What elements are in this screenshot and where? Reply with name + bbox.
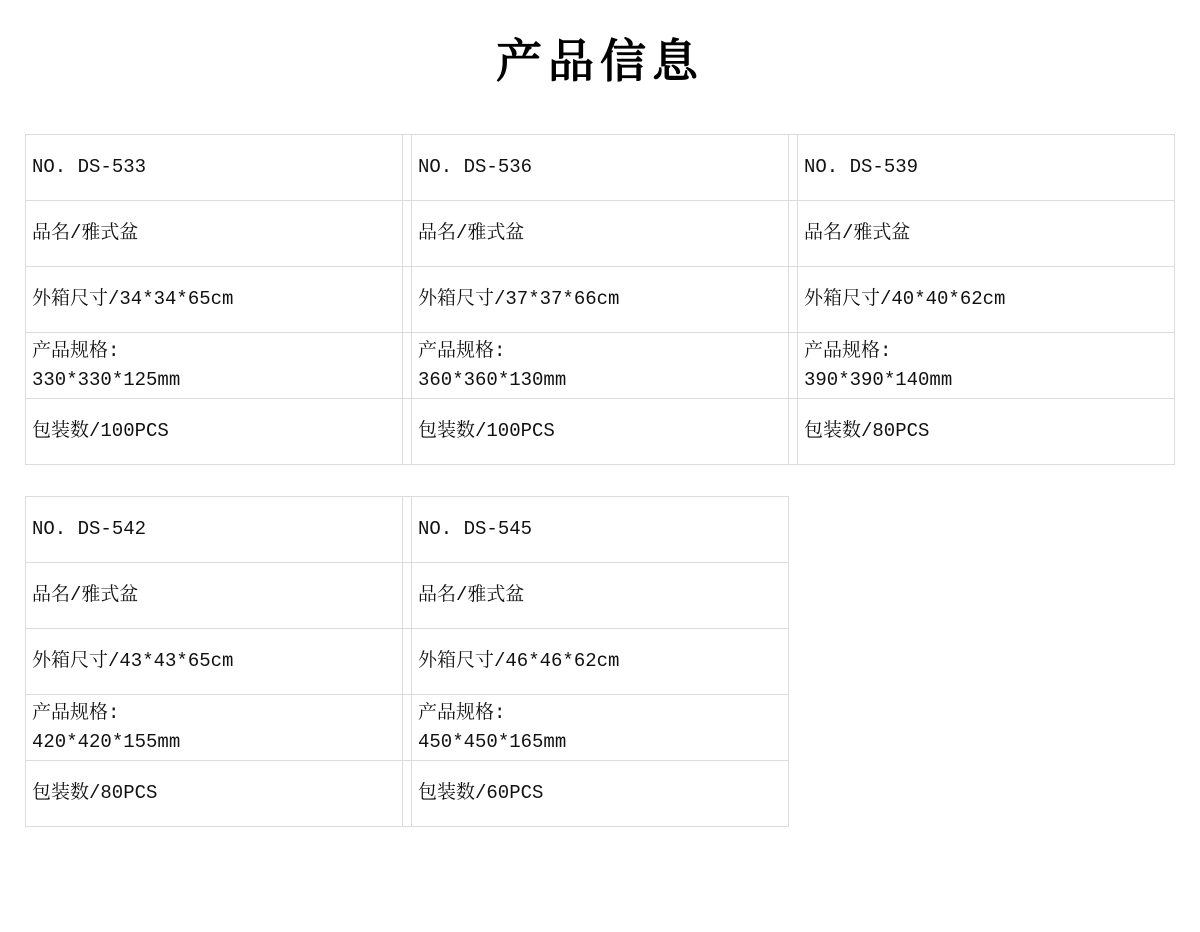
- column-gap: [403, 695, 411, 760]
- table-row: [25, 760, 789, 826]
- spec-label: 产品规格:: [32, 339, 120, 362]
- product-table-row-2: [25, 496, 789, 827]
- column-gap: [403, 399, 411, 464]
- product-spec: [25, 333, 403, 398]
- spec-value: 420*420*155mm: [32, 730, 181, 753]
- pack-count: 包装数/80PCS: [797, 399, 1175, 464]
- product-spec: [411, 333, 789, 398]
- table-row: [25, 694, 789, 760]
- box-size: 外箱尺寸/46*46*62cm: [411, 629, 789, 694]
- column-gap: [403, 201, 411, 266]
- spec-value: 360*360*130mm: [418, 368, 567, 391]
- column-gap: [403, 629, 411, 694]
- table-row: [25, 398, 1175, 464]
- spec-label: 产品规格:: [418, 701, 506, 724]
- table-row: [25, 332, 1175, 398]
- box-size: 外箱尺寸/34*34*65cm: [25, 267, 403, 332]
- product-name: 品名/雅式盆: [411, 563, 789, 628]
- pack-count: 包装数/100PCS: [25, 399, 403, 464]
- product-name: 品名/雅式盆: [25, 563, 403, 628]
- product-no: NO. DS-539: [797, 135, 1175, 200]
- product-spec: [797, 333, 1175, 398]
- column-gap: [403, 135, 411, 200]
- table-row: [25, 200, 1175, 266]
- product-no: NO. DS-542: [25, 497, 403, 562]
- spec-label: 产品规格:: [804, 339, 892, 362]
- column-gap: [403, 497, 411, 562]
- pack-count: 包装数/80PCS: [25, 761, 403, 826]
- page-title: 产品信息: [496, 34, 704, 88]
- column-gap: [403, 563, 411, 628]
- column-gap: [403, 761, 411, 826]
- box-size: 外箱尺寸/40*40*62cm: [797, 267, 1175, 332]
- table-row: [25, 628, 789, 694]
- spec-label: 产品规格:: [418, 339, 506, 362]
- column-gap: [789, 135, 797, 200]
- product-spec: [25, 695, 403, 760]
- product-name: 品名/雅式盆: [25, 201, 403, 266]
- table-row: [25, 562, 789, 628]
- product-table-row-1: [25, 134, 1175, 465]
- product-no: NO. DS-533: [25, 135, 403, 200]
- pack-count: 包装数/60PCS: [411, 761, 789, 826]
- product-name: 品名/雅式盆: [411, 201, 789, 266]
- column-gap: [789, 399, 797, 464]
- pack-count: 包装数/100PCS: [411, 399, 789, 464]
- product-no: NO. DS-536: [411, 135, 789, 200]
- box-size: 外箱尺寸/43*43*65cm: [25, 629, 403, 694]
- product-spec: [411, 695, 789, 760]
- spec-value: 450*450*165mm: [418, 730, 567, 753]
- table-row: [25, 266, 1175, 332]
- spec-label: 产品规格:: [32, 701, 120, 724]
- table-row: [25, 496, 789, 562]
- table-row: [25, 134, 1175, 200]
- spec-value: 330*330*125mm: [32, 368, 181, 391]
- column-gap: [403, 267, 411, 332]
- column-gap: [789, 333, 797, 398]
- product-name: 品名/雅式盆: [797, 201, 1175, 266]
- product-no: NO. DS-545: [411, 497, 789, 562]
- product-info-page: [0, 32, 1200, 827]
- box-size: 外箱尺寸/37*37*66cm: [411, 267, 789, 332]
- spec-value: 390*390*140mm: [804, 368, 953, 391]
- column-gap: [789, 267, 797, 332]
- column-gap: [403, 333, 411, 398]
- column-gap: [789, 201, 797, 266]
